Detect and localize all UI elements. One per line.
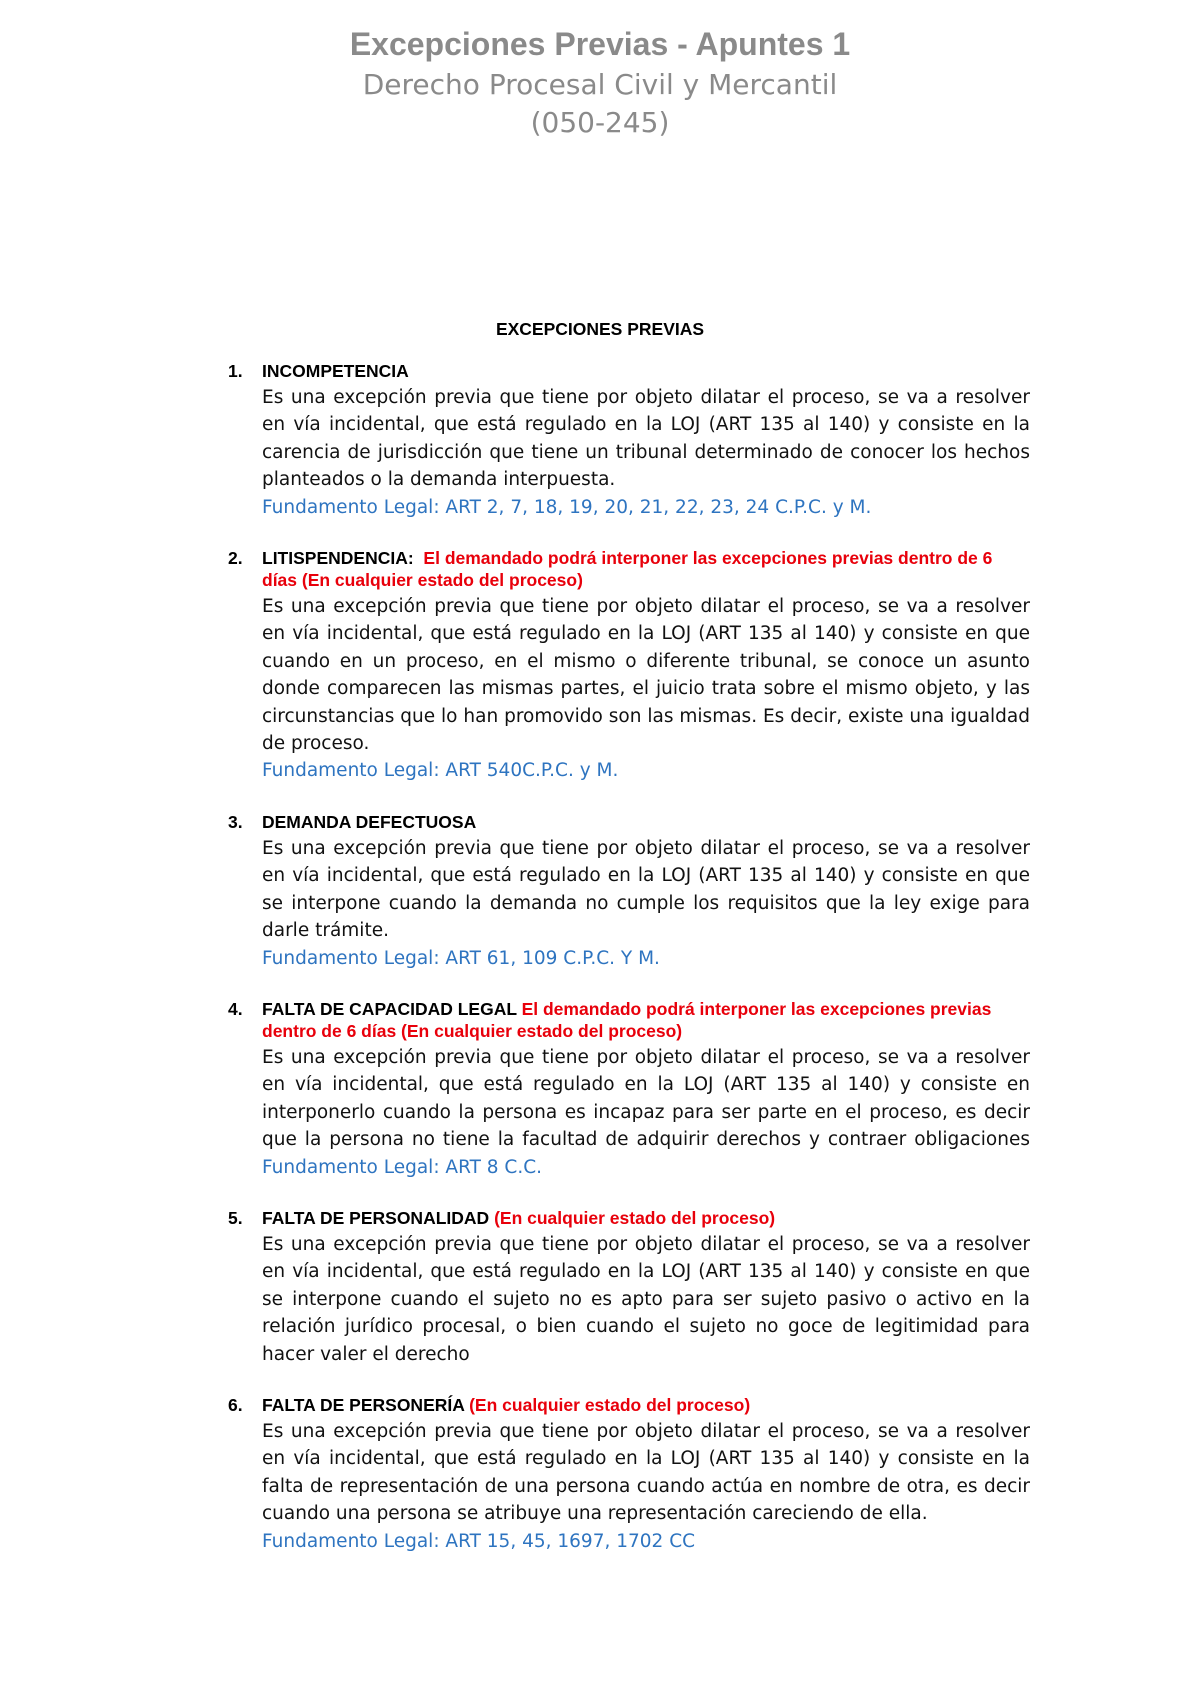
document-page — [0, 318, 1200, 1555]
course-name: Derecho Procesal Civil y Mercantil — [362, 68, 838, 101]
legal-basis: Fundamento Legal: ART 2, 7, 18, 19, 20, 21, 22, 23, 24 C.P.C. y M. — [262, 496, 872, 518]
item-heading-label: DEMANDA DEFECTUOSA — [262, 811, 477, 832]
item-heading — [262, 1394, 1030, 1416]
legal-basis: Fundamento Legal: ART 61, 109 C.P.C. Y M. — [262, 947, 660, 969]
item-body: Es una excepción previa que tiene por objeto dilatar el proceso, se va a resolver en vía incidental, que está regulado en la LOJ (ART 135 al 140) y consiste en que se interpone cuando la demanda no cumple los requisitos que la ley exige para darle trámite. — [262, 837, 1030, 942]
item-heading-note: El demandado podrá interponer las excepciones previas dentro de 6 días (En cualquier estado del proceso) — [262, 548, 993, 591]
list-item-falta-capacidad-legal — [228, 998, 1030, 1181]
item-heading-label: FALTA DE PERSONALIDAD — [262, 1207, 490, 1228]
item-heading-label: LITISPENDENCIA: — [262, 548, 414, 569]
item-heading-note: (En cualquier estado del proceso) — [469, 1394, 751, 1415]
item-body: Es una excepción previa que tiene por objeto dilatar el proceso, se va a resolver en vía incidental, que está regulado en la LOJ (ART 135 al 140) y consiste en la falta de representación de una persona cuando actúa en nombre de otra, es decir cuando una persona se atribuye una representación careciendo de ella. — [262, 1420, 1030, 1525]
item-heading — [262, 998, 1030, 1042]
item-heading-label: INCOMPETENCIA — [262, 361, 409, 381]
list-item-number: 5. — [228, 1207, 243, 1228]
list-item-number: 1. — [228, 361, 243, 381]
list-item-number: 2. — [228, 548, 243, 569]
course-code: (050-245) — [530, 106, 670, 139]
legal-basis: Fundamento Legal: ART 540C.P.C. y M. — [262, 760, 619, 782]
item-heading-note: El demandado podrá interponer las excepciones previas dentro de 6 días (En cualquier estado del proceso) — [262, 998, 992, 1041]
item-body: Es una excepción previa que tiene por objeto dilatar el proceso, se va a resolver en vía incidental, que está regulado en la LOJ (ART 135 al 140) y consiste en que cuando en un proceso, en el mismo o diferente tribunal, se conoce un asunto donde comparecen las mismas partes, el juicio trata sobre el mismo objeto, y las circunstancias que lo han promovido son las mismas. Es decir, existe una igualdad de proceso. — [262, 596, 1030, 755]
list-item-falta-personeria — [228, 1394, 1030, 1555]
list-item-demanda-defectuosa — [228, 811, 1030, 972]
legal-basis: Fundamento Legal: ART 15, 45, 1697, 1702 CC — [262, 1530, 696, 1552]
list-item-falta-personalidad — [228, 1207, 1030, 1368]
item-body: Es una excepción previa que tiene por objeto dilatar el proceso, se va a resolver en vía incidental, que está regulado en la LOJ (ART 135 al 140) y consiste en que se interpone cuando el sujeto no es apto para ser sujeto pasivo o activo en la relación jurídico procesal, o bien cuando el sujeto no goce de legitimidad para hacer valer el derecho — [262, 1233, 1030, 1365]
legal-basis: Fundamento Legal: ART 8 C.C. — [262, 1156, 543, 1178]
item-heading-label: FALTA DE CAPACIDAD LEGAL — [262, 998, 517, 1019]
item-heading — [262, 547, 1030, 591]
document-header — [0, 22, 1200, 142]
list-item-number: 6. — [228, 1394, 243, 1415]
item-heading-label: FALTA DE PERSONERÍA — [262, 1394, 465, 1415]
exception-list — [0, 360, 1200, 1555]
item-heading — [262, 1207, 1030, 1229]
list-item-incompetencia — [228, 360, 1030, 521]
item-heading — [262, 811, 1030, 833]
item-body: Es una excepción previa que tiene por objeto dilatar el proceso, se va a resolver en vía incidental, que está regulado en la LOJ (ART 135 al 140) y consiste en la carencia de jurisdicción que tiene un tribunal determinado de conocer los hechos planteados o la demanda interpuesta. — [262, 387, 1030, 491]
document-header-title: Excepciones Previas - Apuntes 1 — [349, 26, 851, 62]
list-item-number: 4. — [228, 998, 243, 1019]
list-item-litispendencia — [228, 547, 1030, 785]
item-body-text: Es una excepción previa que tiene por objeto dilatar el proceso, se va a resolver en vía incidental, que está regulado en la LOJ (ART 135 al 140) y consiste en interponerlo cuando la persona es incapaz para ser parte en el proceso, es decir que la persona no tiene la facultad de adquirir derechos y contraer obligaciones — [262, 1046, 1030, 1151]
item-heading — [262, 360, 1030, 382]
item-body — [262, 1044, 1030, 1181]
list-item-number: 3. — [228, 811, 243, 832]
document-title: EXCEPCIONES PREVIAS — [495, 319, 705, 339]
item-heading-note: (En cualquier estado del proceso) — [494, 1207, 776, 1228]
